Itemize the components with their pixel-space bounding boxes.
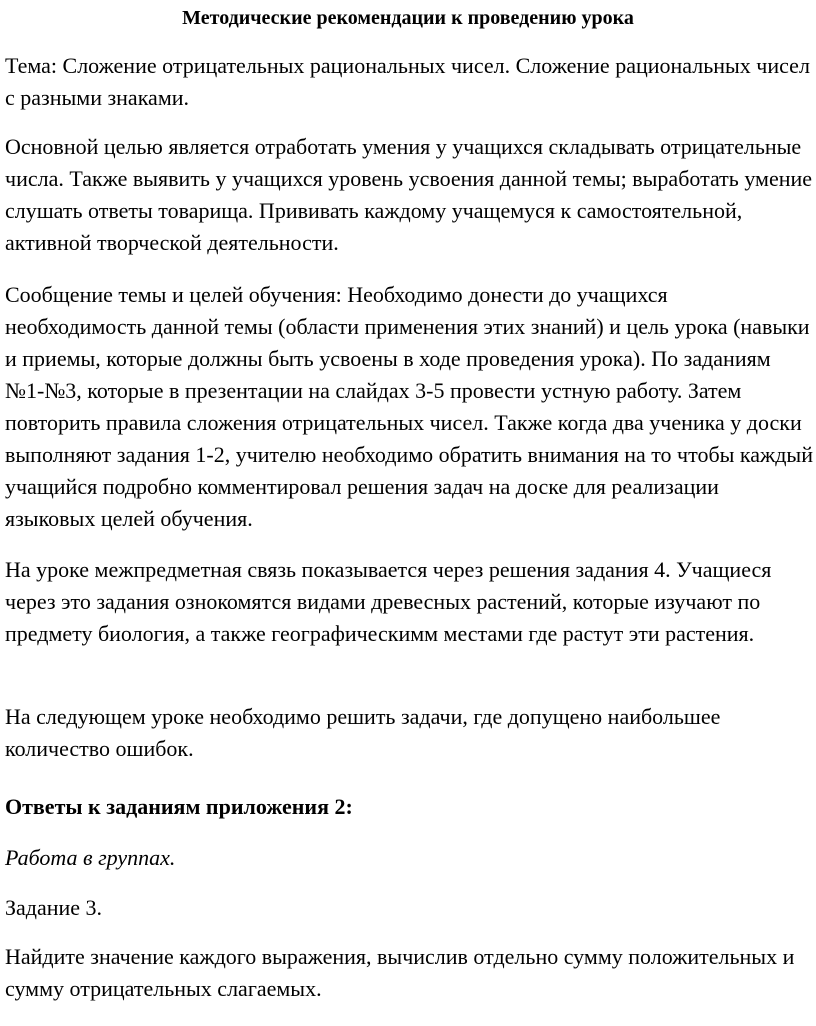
next-lesson-paragraph: На следующем уроке необходимо решить задачи, где допущено наибольшее количество ошибок.: [5, 704, 721, 761]
goal-paragraph: Основной целью является отработать умения у учащихся складывать отрицательные числа. Также выявить у учащихся уровень усвоения данной темы; выработать умение слушать ответы товарища. Прививать каждому учащемуся к самостоятельной, активной творческой деятельности.: [5, 134, 813, 255]
task-text: Найдите значение каждого выражения, вычислив отдельно сумму положительных и сумму отрицательных слагаемых.: [5, 944, 795, 1001]
interdisciplinary-paragraph: На уроке межпредметная связь показывается через решения задания 4. Учащиеся через это задания ознокомятся видами древесных растений, которые изучают по предмету биология, а также географическимм местами где растут эти растения.: [5, 557, 772, 646]
answers-heading: Ответы к заданиям приложения 2:: [5, 794, 353, 819]
task-label: Задание 3.: [5, 895, 103, 920]
document-title: Методические рекомендации к проведению урока: [182, 7, 634, 29]
message-paragraph: Сообщение темы и целей обучения: Необходимо донести до учащихся необходимость данной темы (области применения этих знаний) и цель урока (навыки и приемы, которые должны быть усвоены в ходе проведения урока). По заданиям №1-№3, которые в презентации на слайдах 3-5 провести устную работу. Затем повторить правила сложения отрицательных чисел. Также когда два ученика у доски выполняют задания 1-2, учителю необходимо обратить внимания на то чтобы каждый учащийся подробно комментировал решения задач на доске для реализации языковых целей обучения.: [5, 282, 813, 531]
group-work-label: Работа в группах.: [5, 845, 176, 870]
topic-paragraph: Тема: Сложение отрицательных рациональных чисел. Сложение рациональных чисел с разными знаками.: [5, 53, 810, 110]
